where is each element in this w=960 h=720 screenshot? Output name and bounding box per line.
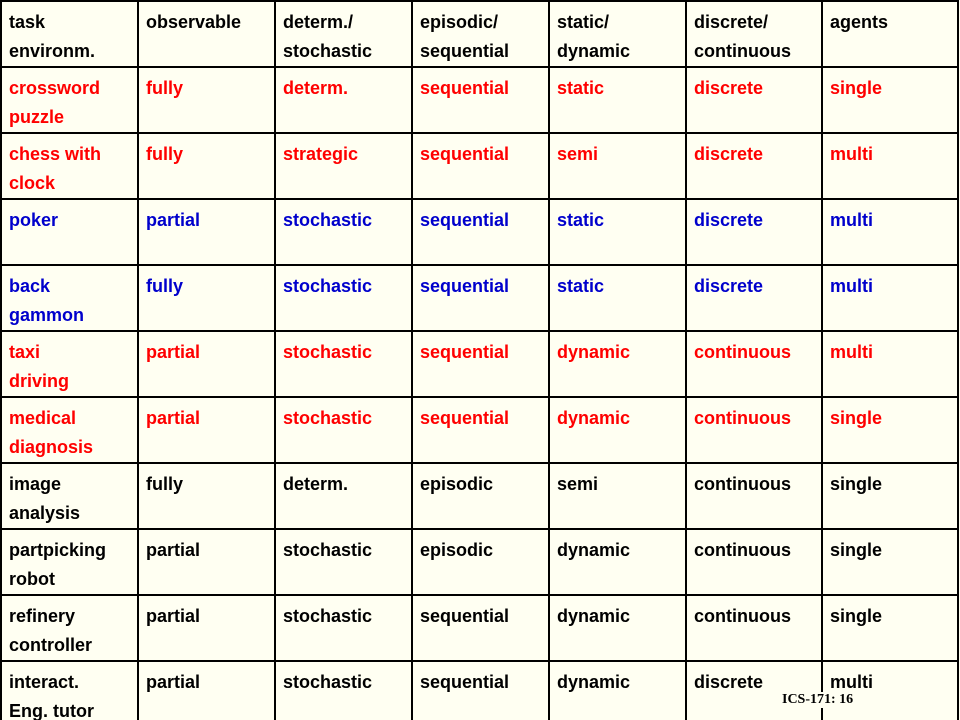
table-cell: multi — [822, 661, 958, 720]
table-cell: determ. — [275, 67, 412, 133]
column-header-text: task — [9, 12, 46, 32]
table-cell: stochastic — [275, 265, 412, 331]
table-cell: determ. — [275, 463, 412, 529]
task-environment-cell — [1, 661, 138, 720]
table-cell: discrete — [686, 67, 822, 133]
table-cell: partial — [138, 595, 275, 661]
table-cell: fully — [138, 265, 275, 331]
table-cell: partial — [138, 661, 275, 720]
column-header-text: stochastic — [283, 41, 373, 61]
task-environment-cell — [1, 595, 138, 661]
table-cell: dynamic — [549, 595, 686, 661]
header-row — [1, 1, 958, 67]
column-header-text: observable — [146, 12, 242, 32]
task-environment-cell — [1, 67, 138, 133]
task-environment-cell — [1, 463, 138, 529]
table-cell: static — [549, 199, 686, 265]
task-environment-cell — [1, 265, 138, 331]
table-cell: stochastic — [275, 529, 412, 595]
task-environment-text: analysis — [9, 503, 81, 523]
table-cell: discrete — [686, 265, 822, 331]
table-cell: discrete — [686, 133, 822, 199]
task-environment-text: chess with — [9, 144, 102, 164]
table-cell: dynamic — [549, 331, 686, 397]
column-header-text: agents — [830, 12, 889, 32]
task-environment-cell — [1, 397, 138, 463]
task-environment-text: clock — [9, 173, 56, 193]
task-environment-cell — [1, 331, 138, 397]
table-row — [1, 331, 958, 397]
column-header — [275, 1, 412, 67]
task-environment-text: Eng. tutor — [9, 701, 94, 720]
table-row — [1, 67, 958, 133]
column-header — [138, 1, 275, 67]
column-header-text: environm. — [9, 41, 96, 61]
table-cell: fully — [138, 133, 275, 199]
task-environment-text: partpicking — [9, 540, 107, 560]
task-environment-text: poker — [9, 210, 59, 230]
task-environment-text: crossword — [9, 78, 101, 98]
column-header — [549, 1, 686, 67]
table-cell: episodic — [412, 463, 549, 529]
table-cell: partial — [138, 331, 275, 397]
table-cell: stochastic — [275, 199, 412, 265]
table-row — [1, 463, 958, 529]
task-environment-text: diagnosis — [9, 437, 94, 457]
table-cell: sequential — [412, 661, 549, 720]
table-cell: partial — [138, 199, 275, 265]
column-header-text: dynamic — [557, 41, 631, 61]
table-cell: discrete — [686, 199, 822, 265]
table-row — [1, 661, 958, 720]
table-cell: semi — [549, 133, 686, 199]
table-cell: stochastic — [275, 331, 412, 397]
table-cell: continuous — [686, 595, 822, 661]
column-header — [822, 1, 958, 67]
task-environment-text: gammon — [9, 305, 85, 325]
column-header — [1, 1, 138, 67]
table-cell: dynamic — [549, 661, 686, 720]
table-cell: episodic — [412, 529, 549, 595]
table-cell: single — [822, 67, 958, 133]
column-header-text: determ./ — [283, 12, 354, 32]
table-body — [1, 1, 958, 720]
table-cell: sequential — [412, 331, 549, 397]
table-cell: stochastic — [275, 661, 412, 720]
table-cell: sequential — [412, 67, 549, 133]
table-cell: sequential — [412, 397, 549, 463]
table-row — [1, 265, 958, 331]
column-header — [686, 1, 822, 67]
table-row — [1, 529, 958, 595]
table-cell: continuous — [686, 331, 822, 397]
table-row — [1, 397, 958, 463]
table-cell: fully — [138, 67, 275, 133]
table-cell: single — [822, 397, 958, 463]
task-environment-text: taxi — [9, 342, 41, 362]
slide-number: ICS-171: 16 — [782, 692, 854, 707]
table-cell: discrete — [686, 661, 822, 720]
column-header-text: sequential — [420, 41, 510, 61]
table-cell: sequential — [412, 199, 549, 265]
column-header-text: static/ — [557, 12, 610, 32]
table-cell: partial — [138, 397, 275, 463]
table-cell: stochastic — [275, 595, 412, 661]
table-cell: sequential — [412, 595, 549, 661]
task-environment-text: interact. — [9, 672, 80, 692]
table-cell: continuous — [686, 397, 822, 463]
table-cell: dynamic — [549, 529, 686, 595]
column-header-text: episodic/ — [420, 12, 499, 32]
table-cell: multi — [822, 265, 958, 331]
table-cell: stochastic — [275, 397, 412, 463]
task-environment-text: controller — [9, 635, 93, 655]
task-environment-text: robot — [9, 569, 55, 589]
table-cell: fully — [138, 463, 275, 529]
table-row — [1, 595, 958, 661]
table-cell: multi — [822, 331, 958, 397]
table-cell: continuous — [686, 529, 822, 595]
table-cell: single — [822, 463, 958, 529]
table-cell: multi — [822, 133, 958, 199]
task-environment-text: driving — [9, 371, 70, 391]
task-environment-cell — [1, 199, 138, 265]
task-environment-text: puzzle — [9, 107, 65, 127]
table-row — [1, 133, 958, 199]
task-environment-text: medical — [9, 408, 77, 428]
task-environment-text: refinery — [9, 606, 76, 626]
table-cell: single — [822, 595, 958, 661]
table-cell: strategic — [275, 133, 412, 199]
task-environment-cell — [1, 133, 138, 199]
table-cell: static — [549, 265, 686, 331]
table-cell: single — [822, 529, 958, 595]
column-header-text: discrete/ — [694, 12, 769, 32]
column-header — [412, 1, 549, 67]
task-environment-cell — [1, 529, 138, 595]
table-cell: sequential — [412, 265, 549, 331]
table-cell: semi — [549, 463, 686, 529]
task-environment-text: back — [9, 276, 51, 296]
table-cell: partial — [138, 529, 275, 595]
task-environment-text: image — [9, 474, 62, 494]
column-header-text: continuous — [694, 41, 791, 61]
table-cell: static — [549, 67, 686, 133]
table-cell: dynamic — [549, 397, 686, 463]
table-cell: sequential — [412, 133, 549, 199]
table-row — [1, 199, 958, 265]
table-cell: multi — [822, 199, 958, 265]
table-cell: continuous — [686, 463, 822, 529]
